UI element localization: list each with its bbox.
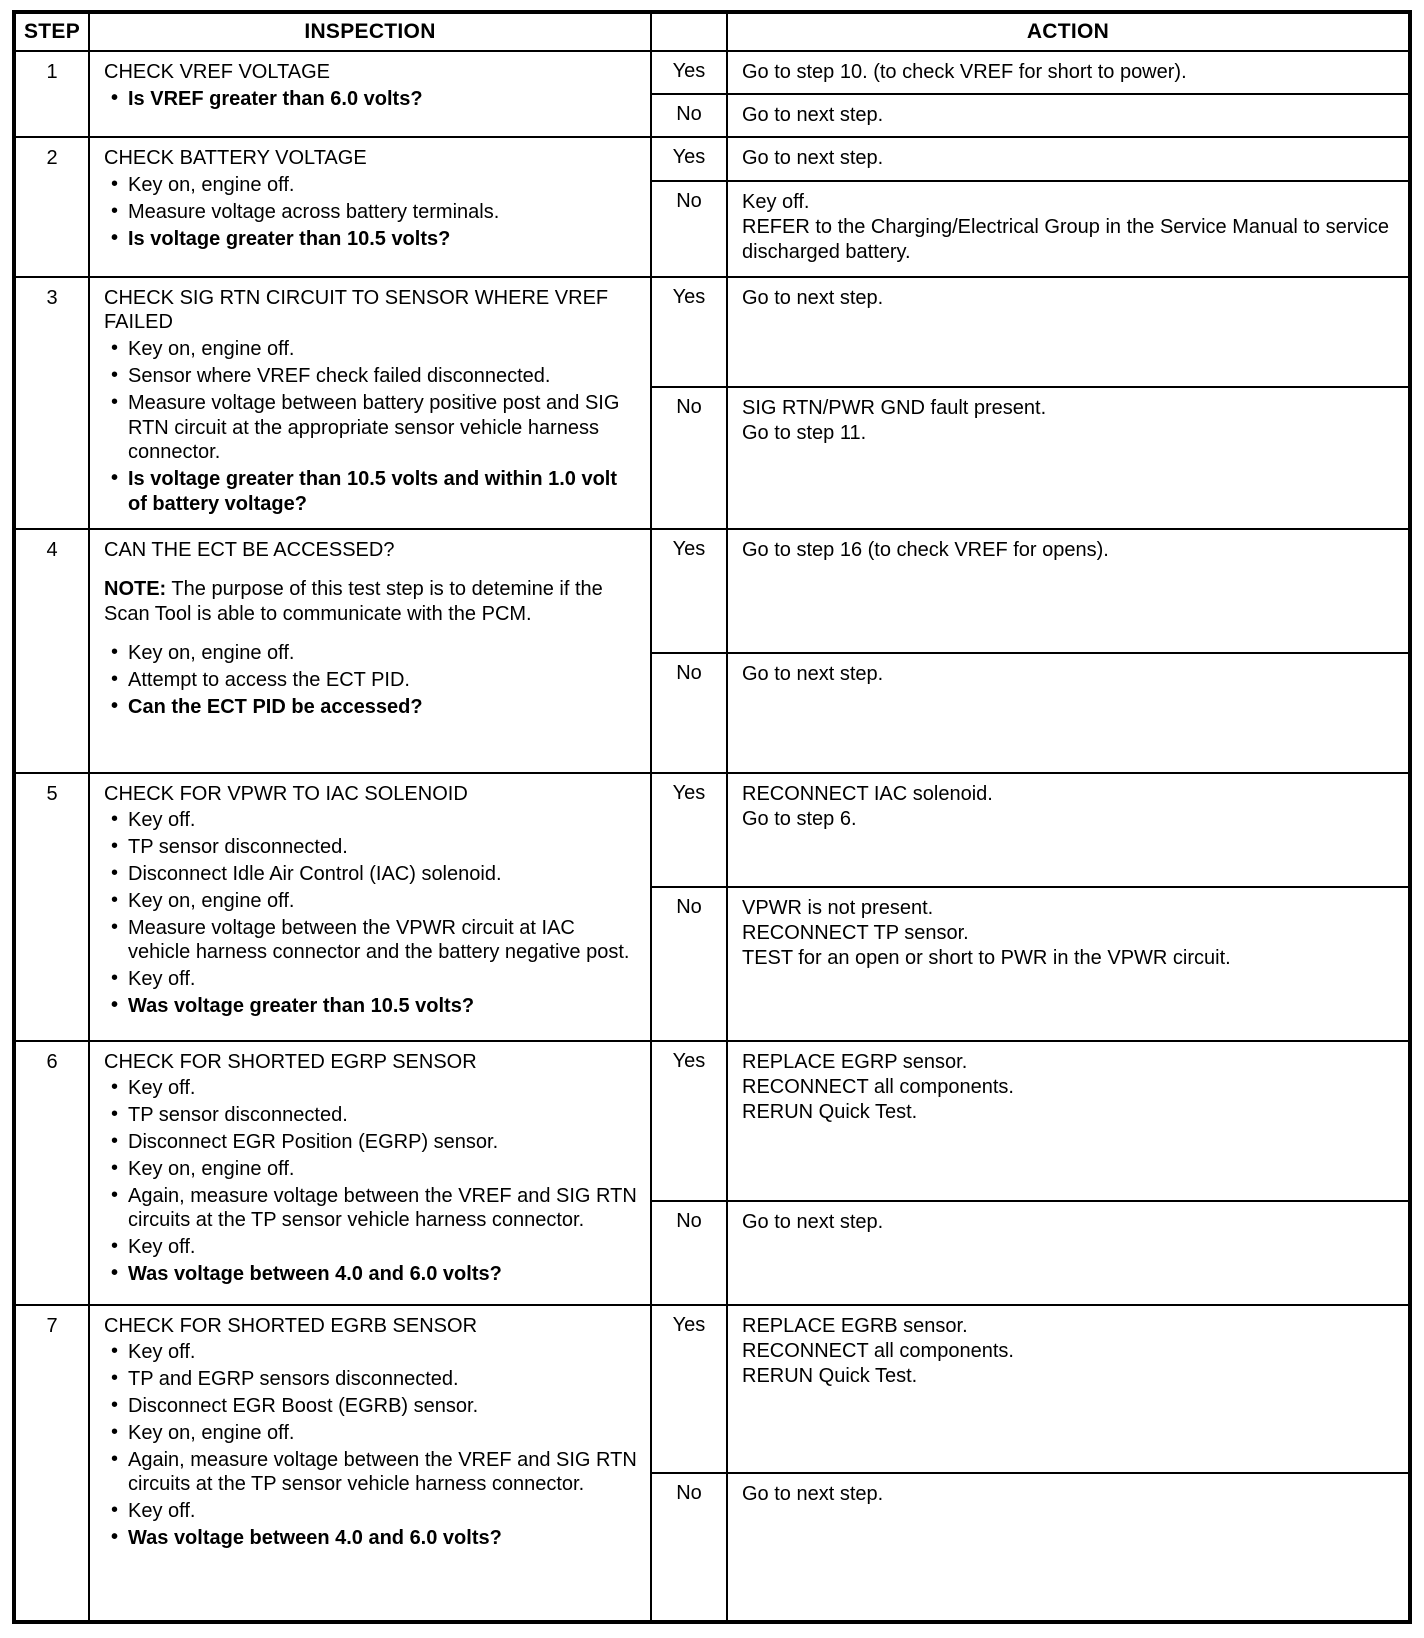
branches xyxy=(652,278,1408,528)
branches xyxy=(652,530,1408,772)
table-row xyxy=(16,136,1408,275)
bullet-item: • Was voltage between 4.0 and 6.0 volts? xyxy=(104,1526,638,1551)
action-cell xyxy=(728,1306,1408,1472)
bullet-item: • Again, measure voltage between the VREF and SIG RTN circuits at the TP sensor vehicle harness connector. xyxy=(104,1184,638,1234)
inspection-title: CHECK SIG RTN CIRCUIT TO SENSOR WHERE VREF FAILED xyxy=(104,286,609,334)
inspection-cell xyxy=(90,1042,652,1304)
branch-label: No xyxy=(652,1474,728,1620)
bullet-item: • Key off. xyxy=(104,1499,638,1524)
branch-label: No xyxy=(652,654,728,772)
branch-row xyxy=(652,886,1408,1040)
table-body xyxy=(16,50,1408,1620)
bullet-item: • Key off. xyxy=(104,1076,638,1101)
bullet-item: • Key on, engine off. xyxy=(104,337,638,362)
bullet-item: • Disconnect Idle Air Control (IAC) solenoid. xyxy=(104,862,638,887)
action-cell xyxy=(728,654,1408,772)
branch-label: No xyxy=(652,888,728,1040)
action-cell xyxy=(728,1474,1408,1620)
inspection-title: CHECK VREF VOLTAGE xyxy=(104,61,330,83)
action-cell xyxy=(728,1202,1408,1304)
branch-label: Yes xyxy=(652,278,728,386)
action-cell xyxy=(728,95,1408,136)
inspection-title: CHECK FOR SHORTED EGRB SENSOR xyxy=(104,1314,478,1337)
action-line: Go to next step. xyxy=(742,662,884,685)
bullet-item: • Sensor where VREF check failed disconnected. xyxy=(104,364,638,389)
action-line: RERUN Quick Test. xyxy=(742,1364,918,1387)
bullet-item: • Was voltage between 4.0 and 6.0 volts? xyxy=(104,1262,638,1287)
branch-label: No xyxy=(652,388,728,528)
step-number: 5 xyxy=(16,774,90,1040)
header-step: STEP xyxy=(16,14,90,50)
action-line: REPLACE EGRB sensor. xyxy=(742,1314,968,1337)
branch-label: No xyxy=(652,95,728,136)
branch-row xyxy=(652,1200,1408,1304)
inspection-cell xyxy=(90,138,652,275)
table-row xyxy=(16,276,1408,528)
branches xyxy=(652,1042,1408,1304)
action-line: RECONNECT all components. xyxy=(742,1339,1014,1362)
branch-label: No xyxy=(652,182,728,276)
action-line: Go to step 10. (to check VREF for short to power). xyxy=(742,61,1187,83)
table-row xyxy=(16,528,1408,772)
step-number: 2 xyxy=(16,138,90,275)
branches xyxy=(652,1306,1408,1620)
action-cell xyxy=(728,388,1408,528)
table-row xyxy=(16,1040,1408,1304)
action-line: RECONNECT TP sensor. xyxy=(742,921,969,944)
step-number: 4 xyxy=(16,530,90,772)
header-yesno-spacer xyxy=(652,14,728,50)
bullet-item: • Is voltage greater than 10.5 volts and within 1.0 volt of battery voltage? xyxy=(104,467,638,517)
bullet-item: • Key on, engine off. xyxy=(104,1157,638,1182)
bullet-item: • Key off. xyxy=(104,808,638,833)
step-number: 7 xyxy=(16,1306,90,1620)
bullet-item: • Is voltage greater than 10.5 volts? xyxy=(104,227,638,252)
action-line: RECONNECT all components. xyxy=(742,1075,1014,1098)
action-line: RECONNECT IAC solenoid. xyxy=(742,782,993,805)
bullet-item: • Key off. xyxy=(104,967,638,992)
action-line: Go to next step. xyxy=(742,286,884,309)
note-prefix: NOTE: xyxy=(104,578,167,601)
action-line: Go to step 6. xyxy=(742,807,857,830)
step-number: 6 xyxy=(16,1042,90,1304)
bullet-item: • Key on, engine off. xyxy=(104,889,638,914)
inspection-cell xyxy=(90,278,652,528)
branch-row xyxy=(652,1042,1408,1200)
table-row xyxy=(16,50,1408,136)
inspection-title: CHECK BATTERY VOLTAGE xyxy=(104,147,367,170)
bullet-item: • Again, measure voltage between the VREF and SIG RTN circuits at the TP sensor vehicle harness connector. xyxy=(104,1448,638,1498)
branch-row xyxy=(652,278,1408,386)
bullet-item: • Can the ECT PID be accessed? xyxy=(104,695,638,720)
inspection-cell xyxy=(90,774,652,1040)
action-line: Go to next step. xyxy=(742,1210,884,1233)
action-cell xyxy=(728,278,1408,386)
bullet-item: • TP and EGRP sensors disconnected. xyxy=(104,1367,638,1392)
action-line: Key off. xyxy=(742,190,810,213)
note-body: The purpose of this test step is to detemine if the Scan Tool is able to communicate with the PCM. xyxy=(104,578,603,626)
table-row xyxy=(16,772,1408,1040)
action-line: RERUN Quick Test. xyxy=(742,1100,918,1123)
bullet-item: • Measure voltage across battery terminals. xyxy=(104,200,638,225)
inspection-cell xyxy=(90,1306,652,1620)
branch-label: No xyxy=(652,1202,728,1304)
header-action: ACTION xyxy=(1026,20,1110,43)
header-inspection: INSPECTION xyxy=(90,14,652,50)
bullet-item: • Attempt to access the ECT PID. xyxy=(104,668,638,693)
branches xyxy=(652,138,1408,275)
bullet-item: • Disconnect EGR Boost (EGRB) sensor. xyxy=(104,1394,638,1419)
branch-row xyxy=(652,1472,1408,1620)
bullet-item: • Is VREF greater than 6.0 volts? xyxy=(104,87,638,112)
action-cell xyxy=(728,52,1408,93)
inspection-title: CHECK FOR VPWR TO IAC SOLENOID xyxy=(104,782,468,805)
action-line: VPWR is not present. xyxy=(742,896,934,919)
branch-row xyxy=(652,1306,1408,1472)
inspection-cell xyxy=(90,52,652,136)
bullet-item: • Measure voltage between battery positive post and SIG RTN circuit at the appropriate sensor vehicle harness connector. xyxy=(104,391,638,465)
bullet-item: • Measure voltage between the VPWR circuit at IAC vehicle harness connector and the battery negative post. xyxy=(104,916,638,966)
branch-row xyxy=(652,774,1408,886)
action-line: SIG RTN/PWR GND fault present. xyxy=(742,396,1047,419)
branch-label: Yes xyxy=(652,530,728,652)
branches xyxy=(652,52,1408,136)
branch-row xyxy=(652,138,1408,179)
branch-label: Yes xyxy=(652,52,728,93)
action-line: Go to next step. xyxy=(742,1482,884,1505)
bullet-item: • Key off. xyxy=(104,1235,638,1260)
action-line: TEST for an open or short to PWR in the VPWR circuit. xyxy=(742,946,1231,969)
bullet-item: • Disconnect EGR Position (EGRP) sensor. xyxy=(104,1130,638,1155)
branch-row xyxy=(652,652,1408,772)
step-number: 1 xyxy=(16,52,90,136)
bullet-item: • Key on, engine off. xyxy=(104,641,638,666)
action-cell xyxy=(728,774,1408,886)
action-line: REFER to the Charging/Electrical Group in the Service Manual to service discharged battery. xyxy=(742,215,1389,263)
table-row xyxy=(16,1304,1408,1620)
inspection-title: CAN THE ECT BE ACCESSED? xyxy=(104,538,395,561)
branch-label: Yes xyxy=(652,774,728,886)
action-line: REPLACE EGRP sensor. xyxy=(742,1050,968,1073)
step-number: 3 xyxy=(16,278,90,528)
bullet-item: • TP sensor disconnected. xyxy=(104,1103,638,1128)
branch-label: Yes xyxy=(652,138,728,179)
note-text xyxy=(104,577,638,627)
action-line: Go to next step. xyxy=(742,147,884,170)
branch-row xyxy=(652,52,1408,93)
action-cell xyxy=(728,888,1408,1040)
branch-row xyxy=(652,530,1408,652)
branches xyxy=(652,774,1408,1040)
inspection-cell xyxy=(90,530,652,772)
bullet-item: • Was voltage greater than 10.5 volts? xyxy=(104,994,638,1019)
diagnostic-table xyxy=(12,10,1412,1624)
action-line: Go to next step. xyxy=(742,104,884,127)
branch-row xyxy=(652,386,1408,528)
table-header-row xyxy=(16,14,1408,50)
action-cell xyxy=(728,1042,1408,1200)
action-cell xyxy=(728,182,1408,276)
action-line: Go to step 11. xyxy=(742,421,867,444)
branch-row xyxy=(652,180,1408,276)
action-cell xyxy=(728,530,1408,652)
bullet-item: • TP sensor disconnected. xyxy=(104,835,638,860)
action-cell xyxy=(728,138,1408,179)
bullet-item: • Key on, engine off. xyxy=(104,173,638,198)
action-line: Go to step 16 (to check VREF for opens). xyxy=(742,538,1109,561)
branch-label: Yes xyxy=(652,1306,728,1472)
inspection-title: CHECK FOR SHORTED EGRP SENSOR xyxy=(104,1050,477,1073)
branch-row xyxy=(652,93,1408,136)
bullet-item: • Key off. xyxy=(104,1340,638,1365)
branch-label: Yes xyxy=(652,1042,728,1200)
bullet-item: • Key on, engine off. xyxy=(104,1421,638,1446)
